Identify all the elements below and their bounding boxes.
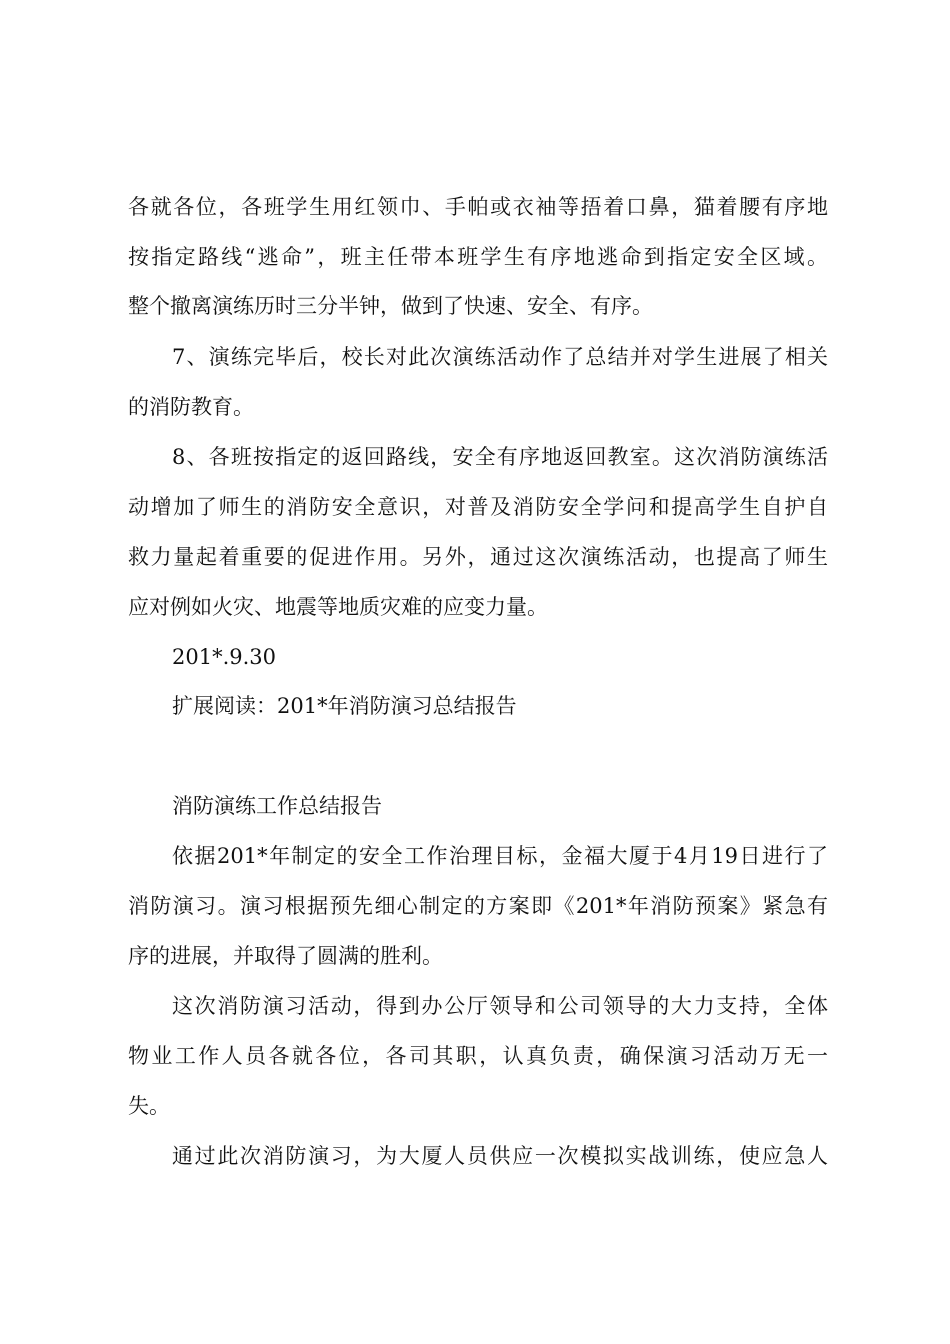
text-line: 序的进展，并取得了圆满的胜利。: [128, 944, 443, 968]
text-line: 通过此次消防演习，为大厦人员供应一次模拟实战训练，使应急人: [172, 1144, 828, 1168]
report-title: 消防演练工作总结报告: [172, 794, 382, 818]
text-line: 7、演练完毕后，校长对此次演练活动作了总结并对学生进展了相关: [172, 345, 828, 369]
text-line: 物业工作人员各就各位，各司其职，认真负责，确保演习活动万无一: [128, 1044, 828, 1068]
text-line: 整个撤离演练历时三分半钟，做到了快速、安全、有序。: [128, 294, 653, 318]
text-line: 按指定路线“逃命”，班主任带本班学生有序地逃命到指定安全区域。: [128, 245, 828, 269]
text-line: 的消防教育。: [128, 395, 254, 419]
extended-reading-heading: 扩展阅读：201*年消防演习总结报告: [172, 694, 517, 718]
text-line: 8、各班按指定的返回路线，安全有序地返回教室。这次消防演练活: [172, 445, 828, 469]
text-line: 消防演习。演习根据预先细心制定的方案即《201*年消防预案》紧急有: [128, 894, 828, 918]
text-line: 救力量起着重要的促进作用。另外，通过这次演练活动，也提高了师生: [128, 545, 828, 569]
text-line: 应对例如火灾、地震等地质灾难的应变力量。: [128, 595, 548, 619]
date-line: 201*.9.30: [172, 645, 277, 669]
text-line: 动增加了师生的消防安全意识，对普及消防安全学问和提高学生自护自: [128, 495, 828, 519]
text-line: 各就各位，各班学生用红领巾、手帕或衣袖等捂着口鼻，猫着腰有序地: [128, 195, 828, 219]
text-line: 依据201*年制定的安全工作治理目标，金福大厦于4月19日进行了: [172, 844, 828, 868]
text-line: 这次消防演习活动，得到办公厅领导和公司领导的大力支持，全体: [172, 994, 828, 1018]
text-line: 失。: [128, 1094, 170, 1118]
